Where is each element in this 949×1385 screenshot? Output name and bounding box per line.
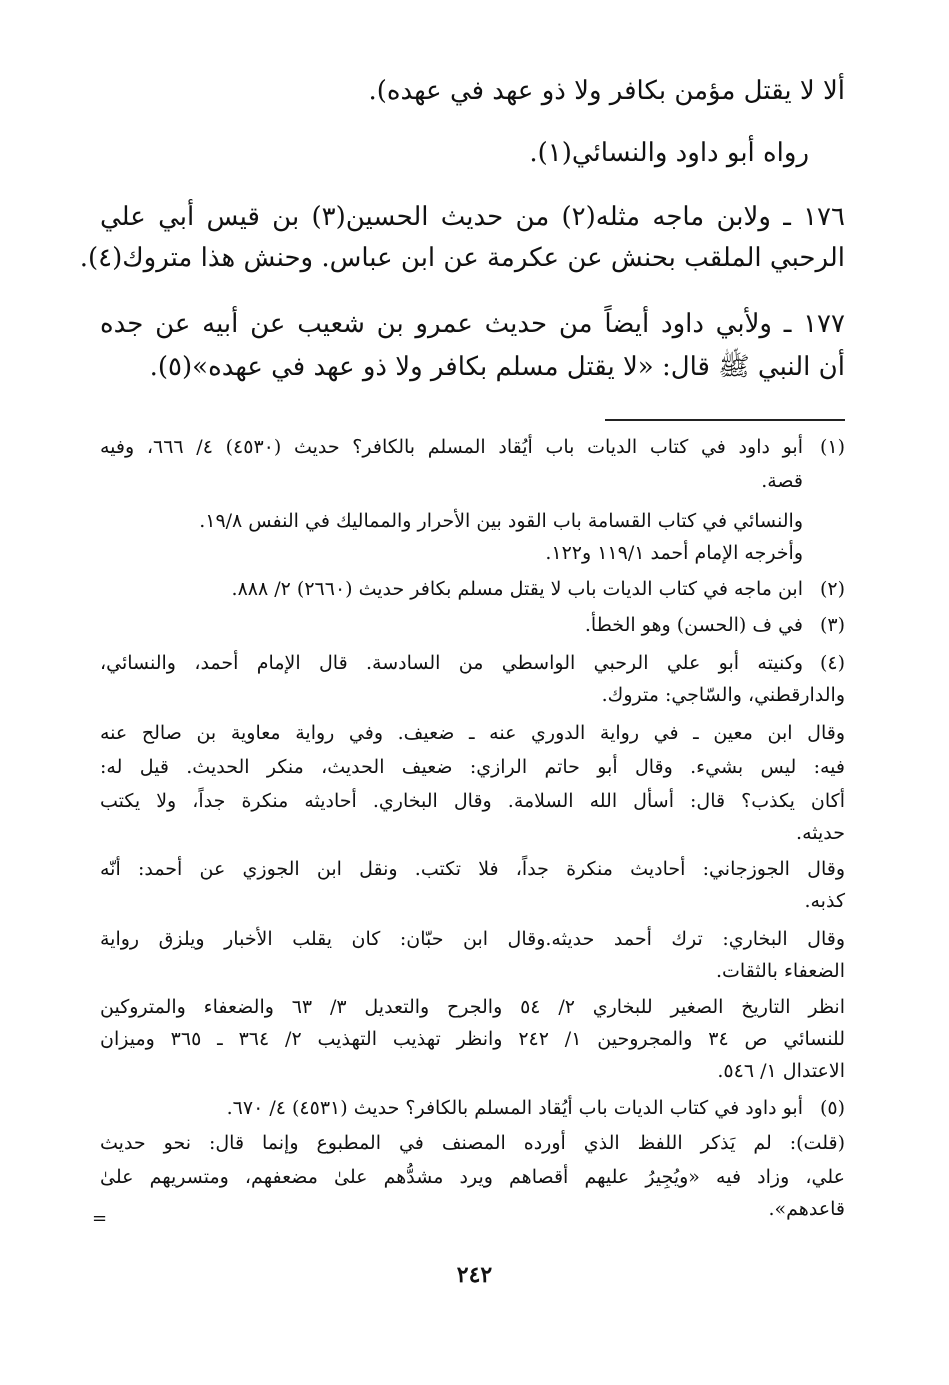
footnote-line: فيه: ليس بشيء. وقال أبو حاتم الرازي: ضعيف الحديث، منكر الحديث. قيل له: [100,756,845,778]
footnote-line: في ف (الحسن) وهو الخطأ. [584,614,803,636]
footnote-number-2: (٢) [819,578,845,600]
riwaya-line: رواه أبو داود والنسائي(١). [529,138,809,168]
hadith-176-line-1: ١٧٦ ـ ولابن ماجه مثله(٢) من حديث الحسين(٣) بن قيس أبي علي [100,202,845,232]
hadith-end-line: ألا لا يقتل مؤمن بكافر ولا ذو عهد في عهده). [368,76,845,106]
footnote-line: والنسائي في كتاب القسامة باب القود بين الأحرار والمماليك في النفس ١٩/٨. [199,510,803,532]
footnote-line: حديثه. [796,822,845,844]
footnote-line: علي، وزاد فيه «ويُجِيرُ عليهم أقصاهم ويرد مشدُّهم علىٰ مضعفهم، ومتسريهم علىٰ [100,1166,845,1188]
footnote-number-5: (٥) [819,1097,845,1119]
footnote-line: أبو داود في كتاب الديات باب أيُقاد المسلم بالكافر؟ حديث (٤٥٣٠) ٤/ ٦٦٦، وفيه [100,436,803,458]
footnote-line: أبو داود في كتاب الديات باب أيُقاد المسلم بالكافر؟ حديث (٤٥٣١) ٤/ ٦٧٠. [226,1097,803,1119]
footnote-number-4: (٤) [819,652,845,674]
footnote-line: قاعدهم». [768,1198,845,1220]
footnote-line: كذبه. [804,890,845,912]
hadith-176-line-2: الرحبي الملقب بحنش عن عكرمة عن ابن عباس. وحنش هذا متروك(٤). [79,243,845,273]
footnote-line: (قلت): لم يَذكر اللفظ الذي أورده المصنف في المطبوع وإنما قال: نحو حديث [100,1132,845,1154]
hadith-177-line-2: أن النبي ﷺ قال: «لا يقتل مسلم بكافر ولا ذو عهد في عهده»(٥). [149,352,845,382]
footnote-line: قصة. [761,470,803,492]
footnote-line: وقال الجوزجاني: أحاديث منكرة جداً، فلا تكتب. ونقل ابن الجوزي عن أحمد: أنّه [100,858,845,880]
continuation-mark: = [92,1208,108,1229]
footnote-line: وأخرجه الإمام أحمد ١١٩/١ و١٢٢. [545,542,803,564]
footnote-line: وقال ابن معين ـ في رواية الدوري عنه ـ ضعيف. وفي رواية معاوية بن صالح عنه [100,722,845,744]
footnote-line: وكنيته أبو علي الرحبي الواسطي من السادسة. قال الإمام أحمد، والنسائي، [100,652,803,674]
footnote-divider [605,419,845,421]
footnote-line: للنسائي ص ٣٤ والمجروحين ١/ ٢٤٢ وانظر تهذيب التهذيب ٢/ ٣٦٤ ـ ٣٦٥ وميزان [100,1028,846,1050]
footnote-number-1: (١) [819,436,845,458]
footnote-line: الضعفاء بالثقات. [715,960,845,982]
footnote-line: والدارقطني، والسّاجي: متروك. [601,684,845,706]
hadith-177-line-1: ١٧٧ ـ ولأبي داود أيضاً من حديث عمرو بن شعيب عن أبيه عن جده [100,309,845,339]
footnote-line: ابن ماجه في كتاب الديات باب لا يقتل مسلم بكافر حديث (٢٦٦٠) ٢/ ٨٨٨. [231,578,803,600]
footnote-line: انظر التاريخ الصغير للبخاري ٢/ ٥٤ والجرح والتعديل ٣/ ٦٣ والضعفاء والمتروكين [100,996,845,1018]
footnote-line: وقال البخاري: ترك أحمد حديثه.وقال ابن حبّان: كان يقلب الأخبار ويلزق رواية [100,928,845,950]
footnote-line: أكان يكذب؟ قال: أسأل الله السلامة. وقال البخاري. أحاديثه منكرة جداً، ولا يكتب [100,790,845,812]
footnote-number-3: (٣) [819,614,845,636]
footnote-line: الاعتدال ١/ ٥٤٦. [717,1060,845,1082]
page-number: ٢٤٢ [456,1262,493,1288]
